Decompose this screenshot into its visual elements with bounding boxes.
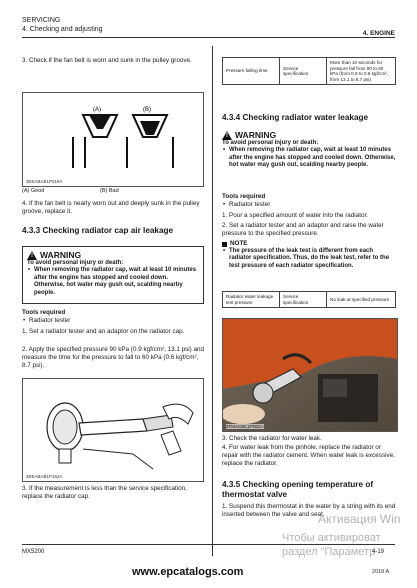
spec-table-1-type: Service specification [280,58,327,85]
fig-label-b: (B) [143,107,151,113]
tools-required-left: Tools required [22,309,66,316]
note-bullet: • The pressure of the leak test is different from each radiator specification. Thus, do the leak test, refer to the test pressure of each radiator specification. [222,248,397,270]
warning-block-right [222,130,397,170]
spec-table-1-value: More than 10 seconds for pressure fall from 90 to 60 kPa (from 0.9 to 0.6 kgf/cm², from 13.1 to 8.7 psi) [327,58,396,85]
fig-label-a: (A) [93,107,101,113]
legend-good: (A) Good [22,188,45,194]
header-subsection: 4. Checking and adjusting [22,26,103,33]
step-4-replace-belt: 4. If the fan belt is nearly worn out and deeply sunk in the pulley groove, replace it. [22,200,200,215]
header-chapter: 4. ENGINE [362,30,395,37]
step-4-repair-leak: 4. For water leak from the pinhole, replace the radiator or repair with the radiator cement. When water leak is excessive, replace the radiator. [222,444,395,467]
spec-table-pressure-fall [222,57,396,85]
tool-item-right: • Radiator tester [222,201,270,209]
step-2-apply-pressure: 2. Apply the specified pressure 90 kPa (0.9 kgf/cm², 13.1 psi) and measure the time for the pressure to fall to 60 kPa (0.6 kgf/cm², 8.7 psi). [22,346,205,369]
warning-heading-right [222,130,397,140]
activation-watermark-line1: Активация Win [318,512,401,526]
step-1-set-tester: 1. Set a radiator tester and an adaptor on the radiator cap. [22,328,185,335]
fig1-caption: 3EEABAB1P018A [26,179,63,184]
section-4-3-5-title: 4.3.5 Checking opening temperature of thermostat valve [222,480,374,499]
header-section-title: SERVICING [22,17,61,24]
note-heading [222,240,397,248]
legend-bad: (B) Bad [100,188,119,194]
note-title: NOTE [230,240,248,247]
step-1-pour-water: 1. Pour a specified amount of water into the radiator. [222,212,368,219]
warning-bullet-left: • When removing the radiator cap, wait at least 10 minutes after the engine has stopped and cooled down. Otherwise, hot water may gush out, scalding nearby people. [27,267,199,297]
header-rule [22,37,395,38]
footer-model: MX5200 [22,549,45,555]
step-3-replace-cap: 3. If the measurement is less than the service specification, replace the radiator cap. [22,485,187,500]
radiator-tester-drawing [23,379,203,481]
activation-watermark-line2: Чтобы активироват [282,532,381,544]
spec-table-2-label: Radiator water leakage test pressure [223,292,280,308]
header-section [22,16,103,34]
activation-watermark-line3: раздел "Параметр [282,546,376,558]
warning-bullet-right: • When removing the radiator cap, wait at least 10 minutes after the engine has stopped and cooled down. Otherwise, hot water may gush out, scalding nearby people. [222,147,397,169]
spec-table-2-type: Service specification [280,292,327,308]
site-url-watermark: www.epcatalogs.com [132,566,244,578]
fan-belt-figure [22,92,204,187]
pulley-good-shape [83,115,117,137]
warning-box-left [22,246,204,304]
warning-icon: ! [27,251,37,260]
tools-required-right: Tools required [222,193,266,200]
section-4-3-3-title: 4.3.3 Checking radiator cap air leakage [22,226,174,235]
leak-test-photo [222,318,398,432]
leak-test-photo-drawing [223,319,397,431]
pulley-bad-shape [133,115,167,137]
warning-title-right: WARNING [235,130,277,140]
step-2-raise-pressure: 2. Set a radiator tester and an adaptor and raise the water pressure to the specified pressure. [222,222,384,237]
warning-title-left: WARNING [40,250,82,260]
tool-item-left: • Radiator tester [22,317,70,325]
step-3-check-leak: 3. Check the radiator for water leak. [222,435,322,442]
warning-intro-right: To avoid personal injury or death: [222,140,319,146]
warning-icon: ! [222,131,232,140]
note-block [222,240,397,270]
spec-table-1-label: Pressure falling time [223,58,280,85]
spec-table-2-value: No leak at specified pressure [327,292,396,308]
step-3-check-belt: 3. Check if the fan belt is worn and sunk in the pulley groove. [22,57,192,64]
radiator-tester-figure [22,378,204,482]
warning-heading-left [27,250,199,260]
footer-date: 2018 A [372,569,390,575]
note-square-icon [222,242,227,247]
fig2-caption: 3EEABAB1P162A [26,474,63,479]
column-divider [212,46,213,556]
footer-rule [22,544,395,545]
step-1-suspend-thermostat: 1. Suspend this thermostat in the water by a string with its end inserted between the valve and seat. [222,503,396,518]
fan-belt-drawing [23,93,203,186]
section-4-3-4-title: 4.3.4 Checking radiator water leakage [222,113,369,122]
warning-intro-left: To avoid personal injury or death: [27,260,124,266]
spec-table-leak-test [222,291,396,308]
footer-page-number: 4-19 [372,549,385,555]
photo-caption: 3TMACBC1P002A [226,424,264,429]
